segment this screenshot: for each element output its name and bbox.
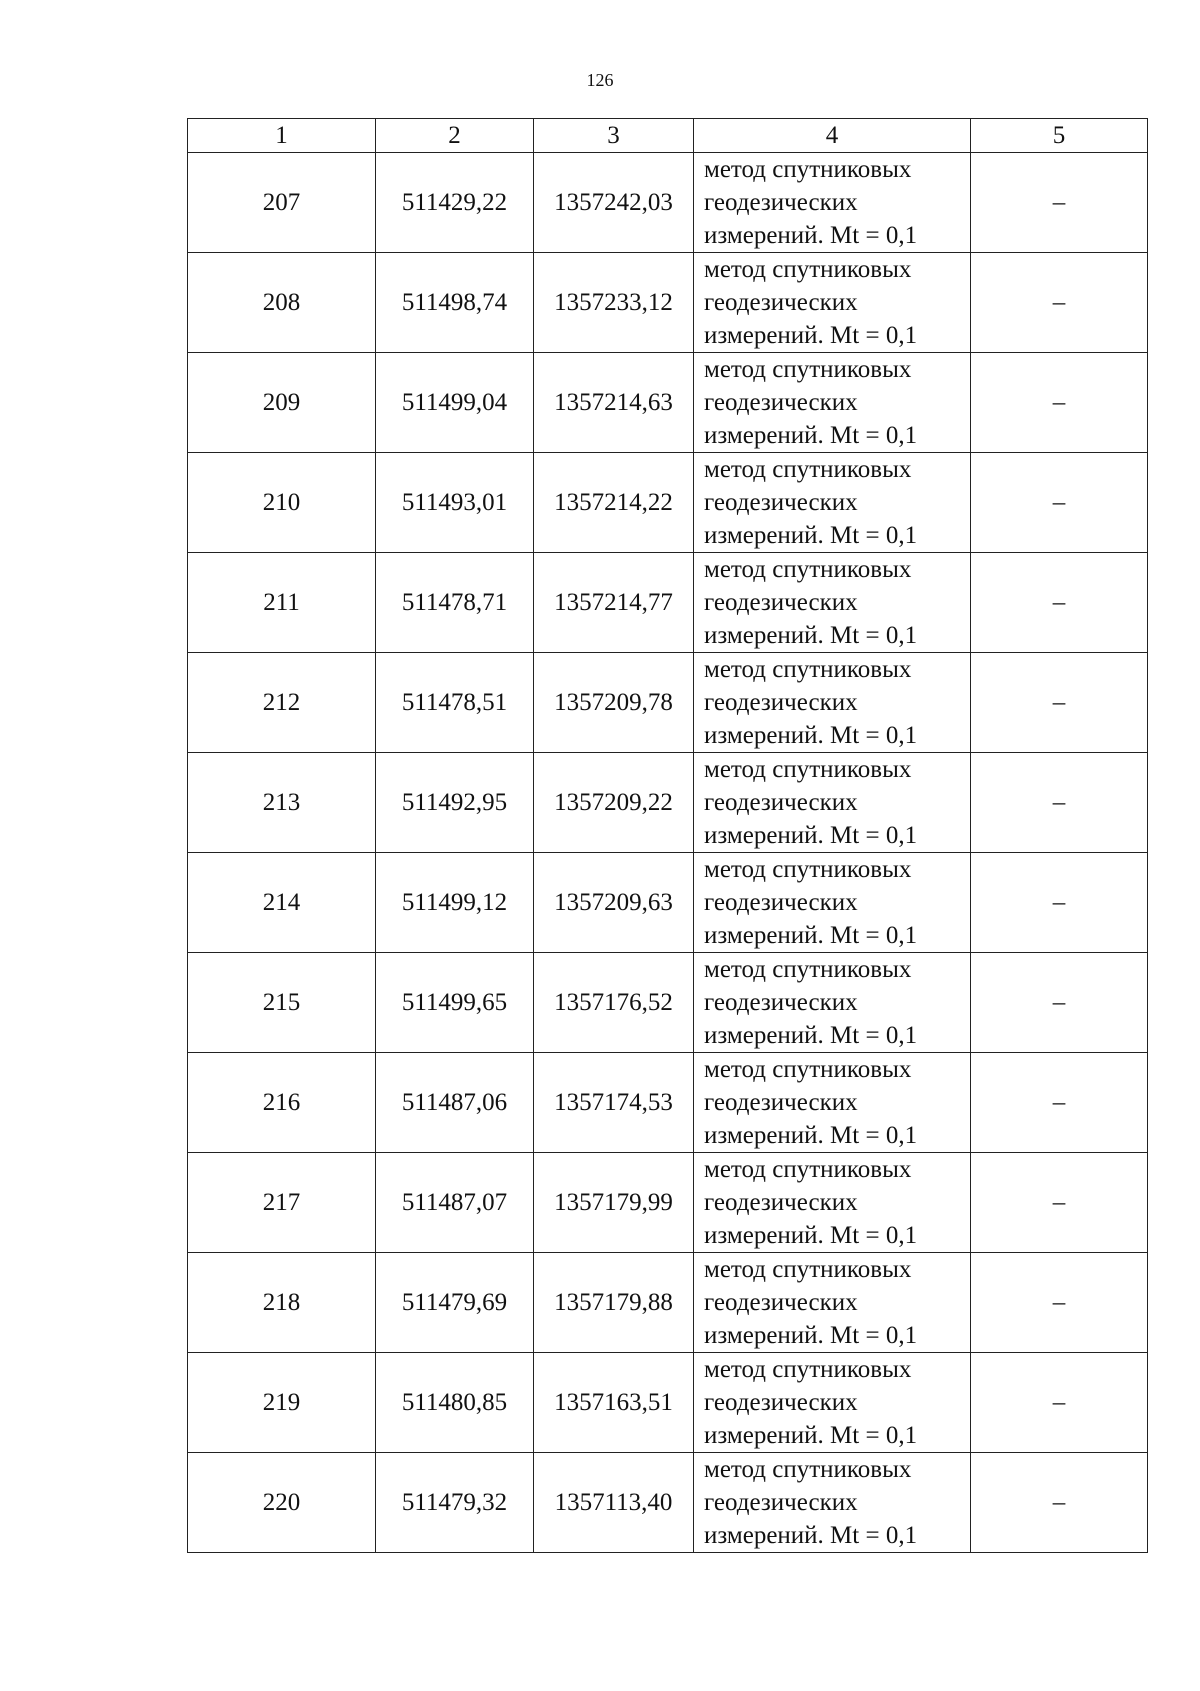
method-cell <box>694 1053 971 1153</box>
point-number-cell: 212 <box>188 653 376 753</box>
point-number-cell: 211 <box>188 553 376 653</box>
point-number-cell: 220 <box>188 1453 376 1553</box>
method-text-line: геодезических <box>704 989 858 1016</box>
method-text-line: геодезических <box>704 489 858 516</box>
note-cell: – <box>971 1253 1148 1353</box>
y-coordinate-cell: 1357209,63 <box>534 853 694 953</box>
y-coordinate-cell: 1357163,51 <box>534 1353 694 1453</box>
method-text-line: метод спутниковых <box>704 856 912 883</box>
y-coordinate-cell: 1357233,12 <box>534 253 694 353</box>
note-cell: – <box>971 1153 1148 1253</box>
y-coordinate-cell: 1357214,22 <box>534 453 694 553</box>
table-row <box>188 253 1148 353</box>
method-text-line: метод спутниковых <box>704 456 912 483</box>
method-text-line: измерений. Mt = 0,1 <box>704 922 918 949</box>
table-row <box>188 853 1148 953</box>
method-text-line: метод спутниковых <box>704 556 912 583</box>
x-coordinate-cell: 511498,74 <box>376 253 534 353</box>
note-cell: – <box>971 653 1148 753</box>
note-cell: – <box>971 153 1148 253</box>
y-coordinate-cell: 1357214,77 <box>534 553 694 653</box>
method-text-line: измерений. Mt = 0,1 <box>704 522 918 549</box>
x-coordinate-cell: 511478,51 <box>376 653 534 753</box>
table-row <box>188 1153 1148 1253</box>
table-row <box>188 453 1148 553</box>
table-row <box>188 1253 1148 1353</box>
column-header-1: 1 <box>188 119 376 153</box>
method-cell <box>694 153 971 253</box>
method-text-line: измерений. Mt = 0,1 <box>704 1122 918 1149</box>
point-number-cell: 215 <box>188 953 376 1053</box>
y-coordinate-cell: 1357209,22 <box>534 753 694 853</box>
column-header-3: 3 <box>534 119 694 153</box>
note-cell: – <box>971 453 1148 553</box>
header-row <box>188 119 1148 153</box>
note-cell: – <box>971 1053 1148 1153</box>
x-coordinate-cell: 511478,71 <box>376 553 534 653</box>
point-number-cell: 217 <box>188 1153 376 1253</box>
table-row <box>188 1353 1148 1453</box>
method-text-line: геодезических <box>704 1089 858 1116</box>
y-coordinate-cell: 1357179,99 <box>534 1153 694 1253</box>
method-text-line: геодезических <box>704 889 858 916</box>
y-coordinate-cell: 1357214,63 <box>534 353 694 453</box>
table-row <box>188 753 1148 853</box>
y-coordinate-cell: 1357209,78 <box>534 653 694 753</box>
method-text-line: метод спутниковых <box>704 1056 912 1083</box>
method-text-line: метод спутниковых <box>704 1256 912 1283</box>
method-cell <box>694 753 971 853</box>
note-cell: – <box>971 253 1148 353</box>
note-cell: – <box>971 1453 1148 1553</box>
point-number-cell: 214 <box>188 853 376 953</box>
method-text-line: метод спутниковых <box>704 1156 912 1183</box>
coordinates-table <box>187 118 1148 1553</box>
method-text-line: метод спутниковых <box>704 1456 912 1483</box>
method-text-line: метод спутниковых <box>704 256 912 283</box>
method-text-line: метод спутниковых <box>704 956 912 983</box>
x-coordinate-cell: 511487,07 <box>376 1153 534 1253</box>
method-text-line: измерений. Mt = 0,1 <box>704 1022 918 1049</box>
method-cell <box>694 653 971 753</box>
point-number-cell: 218 <box>188 1253 376 1353</box>
point-number-cell: 216 <box>188 1053 376 1153</box>
method-text-line: метод спутниковых <box>704 656 912 683</box>
y-coordinate-cell: 1357113,40 <box>534 1453 694 1553</box>
method-text-line: измерений. Mt = 0,1 <box>704 1522 918 1549</box>
note-cell: – <box>971 853 1148 953</box>
method-text-line: метод спутниковых <box>704 1356 912 1383</box>
method-text-line: измерений. Mt = 0,1 <box>704 1322 918 1349</box>
note-cell: – <box>971 553 1148 653</box>
table-row <box>188 353 1148 453</box>
column-header-5: 5 <box>971 119 1148 153</box>
x-coordinate-cell: 511479,69 <box>376 1253 534 1353</box>
point-number-cell: 208 <box>188 253 376 353</box>
method-cell <box>694 1153 971 1253</box>
method-text-line: измерений. Mt = 0,1 <box>704 1422 918 1449</box>
column-header-4: 4 <box>694 119 971 153</box>
note-cell: – <box>971 353 1148 453</box>
method-cell <box>694 353 971 453</box>
table-row <box>188 553 1148 653</box>
table-row <box>188 153 1148 253</box>
x-coordinate-cell: 511492,95 <box>376 753 534 853</box>
y-coordinate-cell: 1357176,52 <box>534 953 694 1053</box>
point-number-cell: 219 <box>188 1353 376 1453</box>
method-text-line: геодезических <box>704 1389 858 1416</box>
method-text-line: измерений. Mt = 0,1 <box>704 822 918 849</box>
x-coordinate-cell: 511499,04 <box>376 353 534 453</box>
method-text-line: измерений. Mt = 0,1 <box>704 1222 918 1249</box>
table-row <box>188 1053 1148 1153</box>
note-cell: – <box>971 1353 1148 1453</box>
x-coordinate-cell: 511429,22 <box>376 153 534 253</box>
method-text-line: измерений. Mt = 0,1 <box>704 222 918 249</box>
table-row <box>188 953 1148 1053</box>
method-text-line: метод спутниковых <box>704 356 912 383</box>
method-text-line: геодезических <box>704 389 858 416</box>
method-cell <box>694 1253 971 1353</box>
point-number-cell: 213 <box>188 753 376 853</box>
x-coordinate-cell: 511480,85 <box>376 1353 534 1453</box>
x-coordinate-cell: 511479,32 <box>376 1453 534 1553</box>
method-cell <box>694 453 971 553</box>
method-text-line: метод спутниковых <box>704 756 912 783</box>
method-cell <box>694 1353 971 1453</box>
method-text-line: геодезических <box>704 289 858 316</box>
method-cell <box>694 853 971 953</box>
method-text-line: измерений. Mt = 0,1 <box>704 622 918 649</box>
method-cell <box>694 1453 971 1553</box>
x-coordinate-cell: 511499,65 <box>376 953 534 1053</box>
method-text-line: измерений. Mt = 0,1 <box>704 722 918 749</box>
table-row <box>188 1453 1148 1553</box>
method-text-line: измерений. Mt = 0,1 <box>704 422 918 449</box>
column-header-2: 2 <box>376 119 534 153</box>
method-text-line: геодезических <box>704 789 858 816</box>
method-cell <box>694 953 971 1053</box>
x-coordinate-cell: 511487,06 <box>376 1053 534 1153</box>
x-coordinate-cell: 511499,12 <box>376 853 534 953</box>
method-text-line: геодезических <box>704 189 858 216</box>
table-row <box>188 653 1148 753</box>
method-text-line: метод спутниковых <box>704 156 912 183</box>
method-cell <box>694 253 971 353</box>
method-text-line: измерений. Mt = 0,1 <box>704 322 918 349</box>
method-text-line: геодезических <box>704 689 858 716</box>
method-text-line: геодезических <box>704 1289 858 1316</box>
point-number-cell: 207 <box>188 153 376 253</box>
method-text-line: геодезических <box>704 1189 858 1216</box>
x-coordinate-cell: 511493,01 <box>376 453 534 553</box>
method-text-line: геодезических <box>704 589 858 616</box>
note-cell: – <box>971 753 1148 853</box>
method-text-line: геодезических <box>704 1489 858 1516</box>
method-cell <box>694 553 971 653</box>
y-coordinate-cell: 1357179,88 <box>534 1253 694 1353</box>
y-coordinate-cell: 1357242,03 <box>534 153 694 253</box>
point-number-cell: 210 <box>188 453 376 553</box>
y-coordinate-cell: 1357174,53 <box>534 1053 694 1153</box>
point-number-cell: 209 <box>188 353 376 453</box>
table-body <box>188 153 1148 1553</box>
page-number: 126 <box>586 70 614 90</box>
note-cell: – <box>971 953 1148 1053</box>
